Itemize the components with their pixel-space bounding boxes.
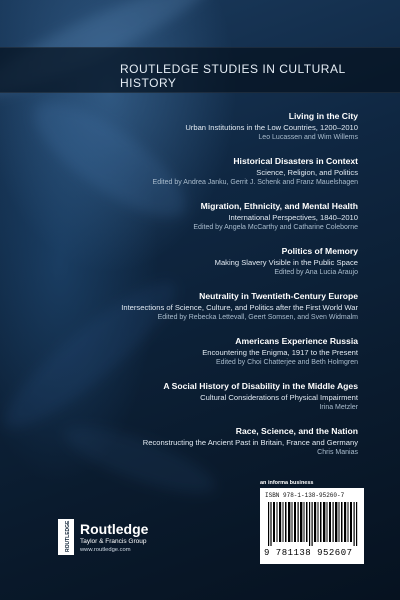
isbn-text: ISBN 978-1-138-95260-7 xyxy=(265,492,345,499)
book-subtitle: Cultural Considerations of Physical Impairment xyxy=(200,393,358,402)
book-entry xyxy=(58,380,358,413)
book-title: Neutrality in Twentieth-Century Europe xyxy=(199,291,358,301)
book-subtitle: Urban Institutions in the Low Countries, 1200–2010 xyxy=(185,123,358,132)
book-entry xyxy=(58,290,358,323)
book-editors: Leo Lucassen and Wim Willems xyxy=(258,134,358,141)
book-editors: Chris Manias xyxy=(317,449,358,456)
book-title: Politics of Memory xyxy=(281,246,358,256)
informa-label: an informa business xyxy=(260,480,314,486)
publisher-name: Routledge xyxy=(80,521,149,537)
book-editors: Edited by Ana Lucia Araujo xyxy=(274,269,358,276)
barcode-bars-icon xyxy=(268,502,358,546)
book-editors: Edited by Angela McCarthy and Catharine Coleborne xyxy=(193,224,358,231)
book-list xyxy=(58,110,358,470)
barcode xyxy=(260,488,364,564)
series-banner xyxy=(0,47,400,93)
publisher-url: www.routledge.com xyxy=(80,547,131,553)
book-title: Living in the City xyxy=(288,111,358,121)
book-editors: Irina Metzler xyxy=(319,404,358,411)
logo-mark-letters: ROUTLEDGE xyxy=(65,520,71,552)
routledge-mark-icon xyxy=(58,519,74,555)
book-subtitle: Intersections of Science, Culture, and Politics after the First World War xyxy=(121,303,358,312)
book-entry xyxy=(58,155,358,188)
book-entry xyxy=(58,335,358,368)
book-entry xyxy=(58,110,358,143)
book-entry xyxy=(58,200,358,233)
book-subtitle: Science, Religion, and Politics xyxy=(256,168,358,177)
routledge-logo xyxy=(58,519,198,559)
book-subtitle: Reconstructing the Ancient Past in Britain, France and Germany xyxy=(142,438,358,447)
book-subtitle: Making Slavery Visible in the Public Space xyxy=(214,258,358,267)
book-title: Americans Experience Russia xyxy=(235,336,358,346)
book-editors: Edited by Choi Chatterjee and Beth Holmgren xyxy=(215,359,358,366)
book-subtitle: International Perspectives, 1840–2010 xyxy=(228,213,358,222)
book-title: A Social History of Disability in the Middle Ages xyxy=(163,381,358,391)
book-editors: Edited by Rebecka Lettevall, Geert Somsen, and Sven Widmalm xyxy=(157,314,358,321)
book-subtitle: Encountering the Enigma, 1917 to the Present xyxy=(202,348,358,357)
book-title: Migration, Ethnicity, and Mental Health xyxy=(200,201,358,211)
book-title: Race, Science, and the Nation xyxy=(235,426,358,436)
book-entry xyxy=(58,425,358,458)
series-title: ROUTLEDGE STUDIES IN CULTURAL HISTORY xyxy=(120,62,346,90)
publisher-group: Taylor & Francis Group xyxy=(80,538,147,545)
book-entry xyxy=(58,245,358,278)
book-editors: Edited by Andrea Janku, Gerrit J. Schenk and Franz Mauelshagen xyxy=(152,179,358,186)
barcode-digits: 9 781138 952607 xyxy=(264,548,353,558)
book-title: Historical Disasters in Context xyxy=(233,156,358,166)
